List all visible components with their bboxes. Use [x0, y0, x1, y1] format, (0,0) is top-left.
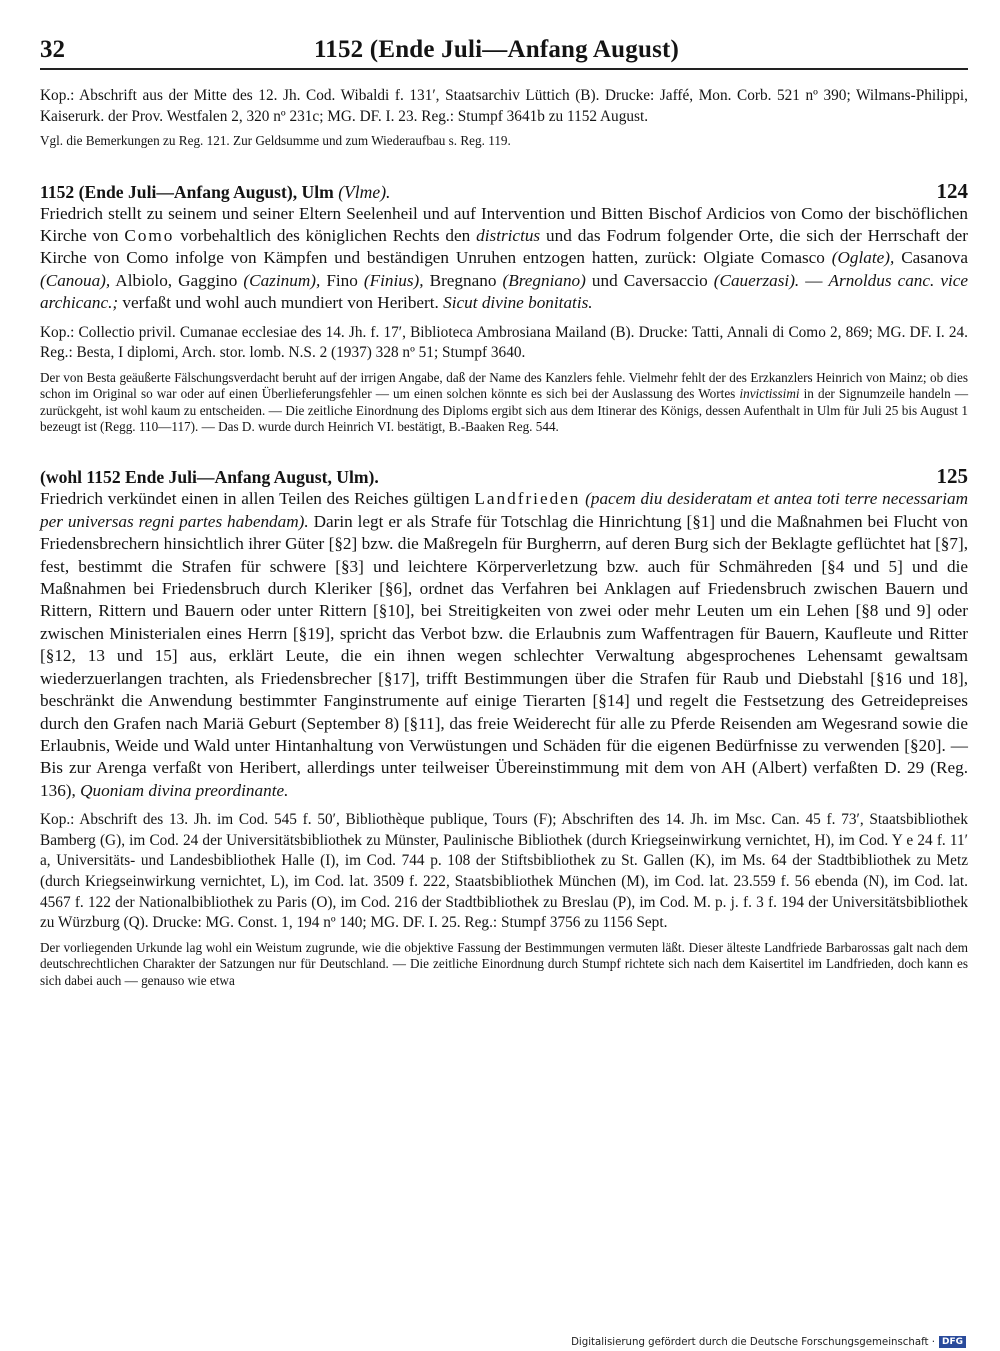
running-title: 1152 (Ende Juli—Anfang August) — [313, 36, 680, 63]
document-page — [40, 36, 968, 989]
entry-125-note: Der vorliegenden Urkunde lag wohl ein Weistum zugrunde, wie die objektive Fassung der Bestimmungen vermuten läßt. Dieser älteste Landfriede Barbarossas galt nach dem deutschrechtlichen Charakter der Satzungen nur für Deutschland. — Die zeitliche Einordnung durch Stumpf richtete sich nach dem Kaisertitel im Landfrieden, doch kann es sich dabei auch — genauso wie etwa — [40, 939, 968, 988]
digitization-credit — [571, 1336, 966, 1348]
entry-123-note: Vgl. die Bemerkungen zu Reg. 121. Zur Geldsumme und zum Wiederaufbau s. Reg. 119. — [40, 133, 511, 149]
entry-124-kop: Kop.: Collectio privil. Cumanae ecclesiae des 14. Jh. f. 17′, Biblioteca Ambrosiana Mailand (B). Drucke: Tatti, Annali di Como 2, 869; MG. DF. I. 24. Reg.: Besta, I diplomi, Arch. stor. lomb. N.S. 2 (1937) 328 nº 51; Stumpf 3640. — [40, 323, 968, 362]
credit-text: Digitalisierung gefördert durch die Deutsche Forschungsgemeinschaft · — [571, 1336, 935, 1348]
page-number: 32 — [40, 36, 65, 63]
entry-124-date-place: 1152 (Ende Juli—Anfang August), Ulm — [40, 181, 334, 202]
dfg-logo-icon: DFG — [939, 1336, 966, 1348]
entry-125-heading — [40, 465, 968, 488]
running-head — [40, 36, 968, 70]
entry-124-number: 124 — [936, 178, 968, 203]
entry-125-regest: Friedrich verkündet einen in allen Teilen des Reiches gültigen Landfrieden (pacem diu desideratam et antea toti terre necessariam per universas regni partes habendam). Darin legt er als Strafe für Totschlag die Hinrichtung [§1] und die Maßnahmen bei Flucht von Friedensbrechern hinsichtlich ihrer Güter [§2] bzw. die Maßregeln für Burgherrn, auf deren Burg sich der Beklagte geflüchtet hat [§7], fest, bestimmt die Strafen für schwere [§3] und leichtere Körperverletzung bzw. auch für Schmähreden [§4 und 5] und die Maßnahmen bei Friedensbruch durch Kleriker [§6], ordnet das Verfahren bei Anklagen auf Friedensbruch zwischen Bauern und Rittern, Rittern und Bauern oder unter Rittern [§10], bei Streitigkeiten von zwei oder mehr Leuten um ein Lehen [§8 und 9] oder zwischen Ministerialen eines Herrn [§19], spricht das Verbot bzw. die Erlaubnis zum Waffentragen für Bauern, Kaufleute und Ritter [§12, 13 und 15] aus, erklärt Leute, die ein ihnen wegen schlechter Verwaltung abgesprochenes Lehensamt gewaltsam wiederzuerlangen trachten, als Friedensbrecher [§17], trifft Bestimmungen über die Strafen für Raub und Diebstahl [§16 und 18], beschränkt die Anwendung bestimmter Fanginstrumente auf einige Tierarten [§14] und regelt die Festsetzung des Getreidepreises durch den Grafen nach Mariä Geburt (September 8) [§11], das freie Weiderecht für alle zu Pferde Reisenden am Wegesrand sowie die Erlaubnis, Weide und Wald unter Hintanhaltung von Verwüstungen und Schäden für die eigenen Bedürfnisse zu verwenden [§20]. — Bis zur Arenga verfaßt von Heribert, allerdings unter teilweiser Übereinstimmung mit dem von AH (Albert) verfaßten D. 29 (Reg. 136), Quoniam divina preordinante. — [40, 489, 969, 800]
entry-124-heading — [40, 180, 968, 203]
entry-125-kop: Kop.: Abschrift des 13. Jh. im Cod. 545 f. 50′, Bibliothèque publique, Tours (F); Abschriften des 14. Jh. im Msc. Can. 45 f. 73′, Staatsbibliothek Bamberg (G), im Cod. 24 der Universitätsbibliothek zu Münster, Paulinische Bibliothek (durch Kriegseinwirkung vernichtet, H), im Cod. Y e 24 f. 11′ a, Universitäts- und Landesbibliothek Halle (I), im Cod. 744 p. 108 der Stiftsbibliothek zu St. Gallen (K), im Ms. 64 der Stadtbibliothek zu Metz (durch Kriegseinwirkung vernichtet, L), im Cod. lat. 3509 f. 222, Staatsbibliothek München (M), im Cod. lat. 23.559 f. 56 ebenda (N), im Cod. lat. 4567 f. 122 der Nationalbibliothek zu Paris (O), im Cod. 216 der Stadtbibliothek zu Breslau (P), im Cod. M. p. j. f. 3 f. 194 der Universitätsbibliothek zu Würzburg (Q). Drucke: MG. Const. 1, 194 nº 140; MG. DF. I. 25. Reg.: Stumpf 3756 zu 1156 Sept. — [40, 811, 968, 932]
entry-124-regest: Friedrich stellt zu seinem und seiner Eltern Seelenheil und auf Intervention und Bitten Bischof Ardicios von Como der bischöflichen Kirche von Como vorbehaltlich des königlichen Rechts den districtus und das Fodrum folgender Orte, die sich der Herrschaft der Kirche von Como infolge von Kämpfen und beständigen Unruhen entzogen hatten, zurück: Olgiate Comasco (Oglate), Casanova (Canoua), Albiolo, Gaggino (Cazinum), Fino (Finius), Bregnano (Bregniano) und Caversaccio (Cauerzasi). — Arnoldus canc. vice archicanc.; verfaßt und wohl auch mundiert von Heribert. Sicut divine bonitatis. — [40, 203, 969, 313]
entry-125-date-place: (wohl 1152 Ende Juli—Anfang August, Ulm). — [40, 467, 379, 488]
entry-124-place-latin: (Vlme). — [338, 181, 391, 202]
entry-124-note: Der von Besta geäußerte Fälschungsverdacht beruht auf der irrigen Angabe, daß der Name des Kanzlers fehle. Vielmehr fehlt der des Erzkanzlers Heinrich von Mainz; ob dies schon im Original so war oder auf einen Überlieferungsfehler — um einen solchen könnte es sich bei der Auslassung des Wortes invictissimi in der Signumzeile handeln — zurückgeht, ist wohl kaum zu entscheiden. — Die zeitliche Einordnung des Diploms ergibt sich aus dem Itinerar des Königs, dessen Aufenthalt in Ulm für Juli 25 bis August 1 bezeugt ist (Regg. 110—117). — Das D. wurde durch Heinrich VI. bestätigt, B.-Baaken Reg. 544. — [40, 369, 969, 435]
entry-125-number: 125 — [936, 464, 968, 489]
entry-123-kop: Kop.: Abschrift aus der Mitte des 12. Jh. Cod. Wibaldi f. 131′, Staatsarchiv Lüttich (B). Drucke: Jaffé, Mon. Corb. 521 nº 390; Wilmans-Philippi, Kaiserurk. der Prov. Westfalen 2, 320 nº 231c; MG. DF. I. 23. Reg.: Stumpf 3641b zu 1152 August. — [40, 87, 968, 125]
